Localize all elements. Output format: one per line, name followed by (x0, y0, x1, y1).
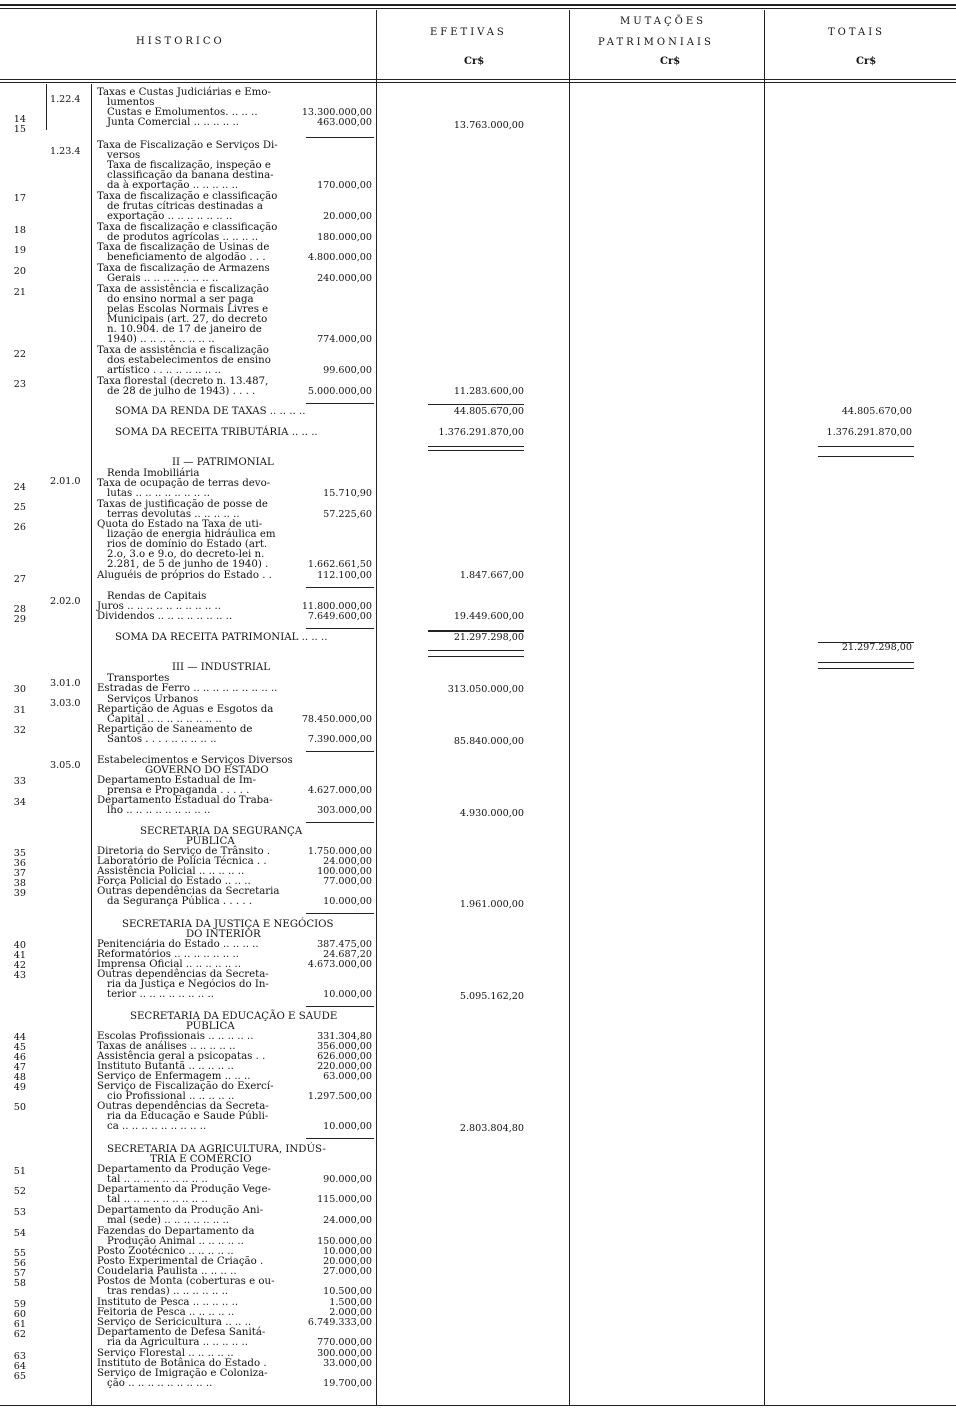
detail-value: 57.225,60 (323, 509, 372, 520)
description-line: dos estabelecimentos de ensino (107, 355, 271, 366)
description-line: GOVERNO DO ESTADO (145, 765, 269, 776)
description-line: Feitoria de Pesca .. .. .. .. .. (97, 1307, 235, 1318)
efetivas-value: 1.961.000,00 (459, 899, 524, 910)
detail-value: 20.000,00 (323, 1256, 372, 1267)
description-line: Custas e Emolumentos. .. .. .. (107, 107, 258, 118)
header-totais: TOTAIS (828, 27, 886, 38)
detail-value: 90.000,00 (323, 1174, 372, 1185)
subtotal-rule (818, 662, 914, 663)
efetivas-value: 13.763.000,00 (453, 120, 524, 131)
description-line: 2.281, de 5 de junho de 1940) . (107, 559, 269, 570)
description-line: ria da Justiça e Negócios do In- (107, 979, 269, 990)
row-number: 52 (13, 1186, 26, 1197)
description-line: Outras dependências da Secreta- (97, 969, 269, 980)
row-number: 41 (13, 950, 26, 961)
efetivas-value: 2.803.804,80 (459, 1123, 524, 1134)
description-line: tras rendas) .. .. .. .. .. .. (107, 1286, 229, 1297)
row-number: 26 (13, 522, 26, 533)
row-number: 45 (13, 1042, 26, 1053)
account-code: 3.01.0 (50, 678, 81, 689)
subtotal-rule (818, 446, 914, 447)
description-line: Repartição de Aguas e Esgotos da (97, 704, 274, 715)
subtotal-rule (818, 456, 914, 457)
header-mutacoes-currency: Cr$ (660, 56, 681, 67)
description-line: Laboratório de Polícia Técnica . . (97, 856, 267, 867)
description-line: SECRETARIA DA AGRICULTURA, INDÚS- (107, 1144, 326, 1155)
efetivas-value: 11.283.600,00 (453, 386, 524, 397)
row-number: 19 (13, 245, 26, 256)
detail-value: 78.450.000,00 (301, 714, 372, 725)
subtotal-rule (306, 628, 374, 629)
description-line: Departamento Estadual de Im- (97, 775, 256, 786)
row-number: 24 (13, 482, 26, 493)
header-efetivas-currency: Cr$ (464, 56, 485, 67)
row-number: 25 (13, 502, 26, 513)
account-code: 2.02.0 (50, 596, 81, 607)
detail-value: 10.500,00 (323, 1286, 372, 1297)
col-sep-code (91, 84, 92, 1405)
subtotal-rule (818, 668, 914, 669)
detail-value: 115.000,00 (317, 1194, 372, 1205)
description-line: Força Policial do Estado .. .. .. (97, 876, 251, 887)
description-line: tal .. .. .. .. .. .. .. .. .. (107, 1194, 208, 1205)
detail-value: 99.600,00 (323, 365, 372, 376)
header-rule (0, 79, 956, 80)
description-line: do ensino normal a ser paga (107, 294, 254, 305)
row-number: 64 (13, 1361, 26, 1372)
subtotal-rule (428, 446, 524, 447)
bottom-rule (0, 1405, 956, 1406)
description-line: ca .. .. .. .. .. .. .. .. .. (107, 1121, 207, 1132)
row-number: 44 (13, 1032, 26, 1043)
description-line: Capital .. .. .. .. .. .. .. .. (107, 714, 222, 725)
description-line: lutas .. .. .. .. .. .. .. .. (107, 488, 210, 499)
row-number: 58 (13, 1278, 26, 1289)
row-number: 61 (13, 1319, 26, 1330)
description-line: Serviço Florestal .. .. .. .. .. (97, 1348, 234, 1359)
totais-value: 1.376.291.870,00 (826, 427, 912, 438)
description-line: Departamento da Produção Vege- (97, 1184, 271, 1195)
efetivas-value: 1.376.291.870,00 (438, 427, 524, 438)
detail-value: 11.800.000,00 (301, 601, 372, 612)
detail-value: 626.000,00 (317, 1051, 372, 1062)
description-line: exportação .. .. .. .. .. .. .. (107, 211, 233, 222)
description-line: ção .. .. .. .. .. .. .. .. .. (107, 1378, 213, 1389)
row-number: 47 (13, 1062, 26, 1073)
subtotal-rule (306, 1138, 374, 1139)
detail-value: 20.000,00 (323, 211, 372, 222)
description-line: pelas Escolas Normais Livres e (107, 304, 269, 315)
row-number: 57 (13, 1268, 26, 1279)
description-line: Estabelecimentos e Serviços Diversos (97, 755, 293, 766)
description-line: da à exportação .. .. .. .. .. (107, 180, 239, 191)
row-number: 27 (13, 574, 26, 585)
detail-value: 63.000,00 (323, 1071, 372, 1082)
description-line: terior .. .. .. .. .. .. .. .. (107, 989, 214, 1000)
description-line: TRIA E COMÉRCIO (150, 1154, 252, 1165)
description-line: Reformatórios .. .. .. .. .. .. .. (97, 949, 239, 960)
description-line: lho .. .. .. .. .. .. .. .. .. (107, 805, 211, 816)
detail-value: 1.662.661,50 (307, 559, 372, 570)
row-number: 53 (13, 1207, 26, 1218)
description-line: DO INTERIOR (186, 929, 261, 940)
description-line: Juros .. .. .. .. .. .. .. .. .. .. (97, 601, 222, 612)
account-code: 3.05.0 (50, 760, 81, 771)
detail-value: 4.800.000,00 (307, 252, 372, 263)
detail-value: 300.000,00 (317, 1348, 372, 1359)
row-number: 37 (13, 868, 26, 879)
efetivas-value: 19.449.600,00 (453, 611, 524, 622)
detail-value: 4.673.000,00 (307, 959, 372, 970)
description-line: mal (sede) .. .. .. .. .. .. .. (107, 1215, 229, 1226)
description-line: lumentos (107, 97, 155, 108)
description-line: Aluguéis de próprios do Estado . . (97, 570, 272, 581)
description-line: Dividendos .. .. .. .. .. .. .. .. (97, 611, 233, 622)
description-line: Instituto Butantã .. .. .. .. .. (97, 1061, 234, 1072)
subtotal-rule (428, 404, 524, 405)
detail-value: 24.000,00 (323, 856, 372, 867)
description-line: Taxa de assistência e fiscalização (97, 284, 269, 295)
description-line: Assistência Policial .. .. .. .. .. (97, 866, 245, 877)
row-number: 65 (13, 1371, 26, 1382)
description-line: Produção Animal .. .. .. .. .. (107, 1236, 244, 1247)
description-line: ria da Agricultura .. .. .. .. .. (107, 1337, 248, 1348)
top-rule-thin (0, 8, 956, 9)
description-line: Coudelaria Paulista .. .. .. .. (97, 1266, 237, 1277)
account-code: 3.03.0 (50, 698, 81, 709)
detail-value: 1.297.500,00 (307, 1091, 372, 1102)
detail-value: 7.649.600,00 (307, 611, 372, 622)
row-number: 39 (13, 888, 26, 899)
row-number: 48 (13, 1072, 26, 1083)
efetivas-value: 85.840.000,00 (453, 736, 524, 747)
description-line: 1940) .. .. .. .. .. .. .. .. (107, 334, 215, 345)
description-line: Penitenciária do Estado .. .. .. .. (97, 939, 259, 950)
row-number: 38 (13, 878, 26, 889)
row-number: 33 (13, 776, 26, 787)
efetivas-value: 21.297.298,00 (453, 632, 524, 643)
subtotal-rule (306, 403, 374, 404)
row-number: 28 (13, 604, 26, 615)
description-line: Departamento de Defesa Sanitá- (97, 1327, 266, 1338)
description-line: classificação da banana destina- (107, 170, 274, 181)
detail-value: 13.300.000,00 (301, 107, 372, 118)
description-line: Taxas de justificação de posse de (97, 499, 268, 510)
detail-value: 180.000,00 (317, 232, 372, 243)
col-sep-code-left (46, 84, 47, 130)
row-number: 30 (13, 684, 26, 695)
subtotal-rule (306, 1006, 374, 1007)
row-number: 42 (13, 960, 26, 971)
row-number: 23 (13, 379, 26, 390)
detail-value: 220.000,00 (317, 1061, 372, 1072)
description-line: Assistência geral a psicopatas . . (97, 1051, 266, 1062)
description-line: SOMA DA RECEITA PATRIMONIAL .. .. .. (115, 632, 328, 643)
description-line: Posto Zootécnico .. .. .. .. .. (97, 1246, 234, 1257)
description-line: Fazendas do Departamento da (97, 1226, 255, 1237)
totais-value: 44.805.670,00 (841, 406, 912, 417)
description-line: Instituto de Botânica do Estado . (97, 1358, 267, 1369)
description-line: Taxa de fiscalização e classificação (97, 222, 278, 233)
top-rule (0, 4, 956, 6)
account-code: 1.23.4 (50, 146, 81, 157)
description-line: Instituto de Pesca .. .. .. .. .. (97, 1297, 239, 1308)
row-number: 20 (13, 266, 26, 277)
description-line: terras devolutas .. .. .. .. .. (107, 509, 240, 520)
totais-value: 21.297.298,00 (841, 642, 912, 653)
account-code: 2.01.0 (50, 476, 81, 487)
header-mutacoes: MUTAÇÕES (620, 16, 707, 27)
description-line: de frutas cítricas destinadas a (107, 201, 263, 212)
row-number: 59 (13, 1299, 26, 1310)
description-line: Taxas de análises .. .. .. .. .. (97, 1041, 236, 1052)
subtotal-rule (428, 450, 524, 451)
description-line: Outras dependências da Secreta- (97, 1101, 269, 1112)
row-number: 34 (13, 797, 26, 808)
row-number: 55 (13, 1248, 26, 1259)
detail-value: 10.000,00 (323, 896, 372, 907)
row-number: 50 (13, 1102, 26, 1113)
description-line: Estradas de Ferro .. .. .. .. .. .. .. .. .. (97, 683, 278, 694)
row-number: 14 (13, 114, 26, 125)
subtotal-rule (306, 587, 374, 588)
row-number: 18 (13, 225, 26, 236)
description-line: Municipais (art. 27, do decreto (107, 314, 268, 325)
description-line: rios de domínio do Estado (art. (107, 539, 268, 550)
description-line: cio Profissional .. .. .. .. .. (107, 1091, 235, 1102)
row-number: 29 (13, 614, 26, 625)
description-line: lização de energia hidráulica em (107, 529, 276, 540)
header-rule-2 (0, 82, 956, 83)
detail-value: 303.000,00 (317, 805, 372, 816)
detail-value: 100.000,00 (317, 866, 372, 877)
subtotal-rule (306, 751, 374, 752)
description-line: Serviço de Enfermagem .. .. .. (97, 1071, 251, 1082)
description-line: Taxa de fiscalização de Armazens (97, 263, 270, 274)
row-number: 60 (13, 1309, 26, 1320)
row-number: 49 (13, 1082, 26, 1093)
description-line: Serviço de Fiscalização do Exercí- (97, 1081, 274, 1092)
description-line: Taxa de fiscalização e classificação (97, 191, 278, 202)
description-line: Postos de Monta (coberturas e ou- (97, 1276, 275, 1287)
row-number: 62 (13, 1329, 26, 1340)
description-line: SOMA DA RENDA DE TAXAS .. .. .. .. (115, 406, 306, 417)
description-line: III — INDUSTRIAL (172, 662, 271, 673)
row-number: 63 (13, 1351, 26, 1362)
description-line: Rendas de Capitais (107, 591, 207, 602)
description-line: Posto Experimental de Criação . (97, 1256, 264, 1267)
description-line: Taxa de assistência e fiscalização (97, 345, 269, 356)
col-sep-mutacoes (764, 10, 765, 1405)
detail-value: 15.710,90 (323, 488, 372, 499)
description-line: Serviço de Imigração e Coloniza- (97, 1368, 268, 1379)
subtotal-rule (306, 822, 374, 823)
col-sep-efetivas (569, 10, 570, 1405)
description-line: da Segurança Pública . . . . . (107, 896, 253, 907)
account-code: 1.22.4 (50, 94, 81, 105)
description-line: Taxa de fiscalização de Usinas de (97, 242, 270, 253)
efetivas-value: 44.805.670,00 (453, 406, 524, 417)
detail-value: 387.475,00 (317, 939, 372, 950)
description-line: prensa e Propaganda . . . . . (107, 785, 250, 796)
efetivas-value: 1.847.667,00 (459, 570, 524, 581)
description-line: Renda Imobiliária (107, 468, 200, 479)
description-line: Quota do Estado na Taxa de uti- (97, 519, 263, 530)
description-line: Serviço de Sericicultura .. .. .. (97, 1317, 252, 1328)
row-number: 43 (13, 970, 26, 981)
detail-value: 27.000,00 (323, 1266, 372, 1277)
description-line: Escolas Profissionais .. .. .. .. .. (97, 1031, 254, 1042)
description-line: Departamento da Produção Ani- (97, 1205, 264, 1216)
detail-value: 10.000,00 (323, 989, 372, 1000)
detail-value: 6.749.333,00 (307, 1317, 372, 1328)
header-historico: HISTORICO (136, 36, 225, 47)
detail-value: 170.000,00 (317, 180, 372, 191)
description-line: PÚBLICA (186, 836, 235, 847)
subtotal-rule (428, 656, 524, 657)
detail-value: 19.700,00 (323, 1378, 372, 1389)
row-number: 56 (13, 1258, 26, 1269)
row-number: 22 (13, 349, 26, 360)
detail-value: 4.627.000,00 (307, 785, 372, 796)
row-number: 21 (13, 287, 26, 298)
description-line: de 28 de julho de 1943) . . . . (107, 386, 256, 397)
header-efetivas: EFETIVAS (430, 27, 507, 38)
description-line: n. 10.904. de 17 de janeiro de (107, 324, 262, 335)
description-line: SECRETARIA DA EDUCAÇÃO E SAUDE (130, 1011, 338, 1022)
description-line: Transportes (107, 673, 170, 684)
detail-value: 770.000,00 (317, 1337, 372, 1348)
detail-value: 2.000,00 (329, 1307, 372, 1318)
detail-value: 774.000,00 (317, 334, 372, 345)
description-line: Serviços Urbanos (107, 694, 199, 705)
row-number: 54 (13, 1228, 26, 1239)
description-line: SOMA DA RECEITA TRIBUTÁRIA .. .. .. (115, 427, 318, 438)
description-line: Diretoria do Serviço de Trânsito . (97, 846, 271, 857)
description-line: Repartição de Saneamento de (97, 724, 253, 735)
description-line: Taxa de fiscalização, inspeção e (107, 160, 271, 171)
detail-value: 77.000,00 (323, 876, 372, 887)
detail-value: 24.687,20 (323, 949, 372, 960)
detail-value: 5.000.000,00 (307, 386, 372, 397)
efetivas-value: 5.095.162,20 (459, 991, 524, 1002)
description-line: Departamento da Produção Vege- (97, 1164, 271, 1175)
detail-value: 1.750.000,00 (307, 846, 372, 857)
description-line: Santos . . . . .. .. .. .. .. (107, 734, 217, 745)
detail-value: 10.000,00 (323, 1246, 372, 1257)
description-line: versos (107, 150, 141, 161)
description-line: SECRETARIA DA SEGURANÇA (140, 826, 303, 837)
description-line: tal .. .. .. .. .. .. .. .. .. (107, 1174, 208, 1185)
description-line: artístico . . .. .. .. .. .. .. (107, 365, 221, 376)
row-number: 32 (13, 725, 26, 736)
row-number: 51 (13, 1166, 26, 1177)
row-number: 31 (13, 705, 26, 716)
description-line: ria da Educação e Saude Públi- (107, 1111, 269, 1122)
detail-value: 33.000,00 (323, 1358, 372, 1369)
detail-value: 150.000,00 (317, 1236, 372, 1247)
description-line: SECRETARIA DA JUSTIÇA E NEGÓCIOS (122, 919, 334, 930)
description-line: Taxas e Custas Judiciárias e Emo- (97, 87, 271, 98)
detail-value: 10.000,00 (323, 1121, 372, 1132)
description-line: beneficiamento de algodão . . . (107, 252, 266, 263)
detail-value: 1.500,00 (329, 1297, 372, 1308)
description-line: 2.o, 3.o e 9.o, do decreto-lei n. (107, 549, 265, 560)
subtotal-rule (428, 650, 524, 651)
row-number: 40 (13, 940, 26, 951)
efetivas-value: 313.050.000,00 (447, 684, 524, 695)
description-line: Taxa de ocupação de terras devo- (97, 478, 271, 489)
detail-value: 356.000,00 (317, 1041, 372, 1052)
row-number: 17 (13, 193, 26, 204)
row-number: 36 (13, 858, 26, 869)
row-number: 35 (13, 848, 26, 859)
subtotal-rule (306, 913, 374, 914)
description-line: Departamento Estadual do Traba- (97, 795, 273, 806)
detail-value: 7.390.000,00 (307, 734, 372, 745)
description-line: Imprensa Oficial .. .. .. .. .. .. (97, 959, 241, 970)
description-line: Junta Comercial .. .. .. .. .. (107, 117, 239, 128)
row-number: 46 (13, 1052, 26, 1063)
description-line: II — PATRIMONIAL (172, 457, 274, 468)
row-number: 15 (13, 124, 26, 135)
detail-value: 112.100,00 (317, 570, 372, 581)
detail-value: 331.304,80 (317, 1031, 372, 1042)
detail-value: 463.000,00 (317, 117, 372, 128)
description-line: PÚBLICA (186, 1021, 235, 1032)
col-sep-historico (376, 10, 377, 1405)
description-line: Outras dependências da Secretaria (97, 886, 280, 897)
description-line: Taxa florestal (decreto n. 13.487, (97, 376, 269, 387)
description-line: Taxa de Fiscalização e Serviços Di- (97, 140, 278, 151)
header-patrimoniais: PATRIMONIAIS (598, 37, 714, 48)
detail-value: 24.000,00 (323, 1215, 372, 1226)
detail-value: 240.000,00 (317, 273, 372, 284)
description-line: Gerais .. .. .. .. .. .. .. .. (107, 273, 219, 284)
efetivas-value: 4.930.000,00 (459, 808, 524, 819)
header-totais-currency: Cr$ (856, 56, 877, 67)
description-line: de produtos agrícolas .. .. .. .. (107, 232, 259, 243)
subtotal-rule (306, 137, 374, 138)
